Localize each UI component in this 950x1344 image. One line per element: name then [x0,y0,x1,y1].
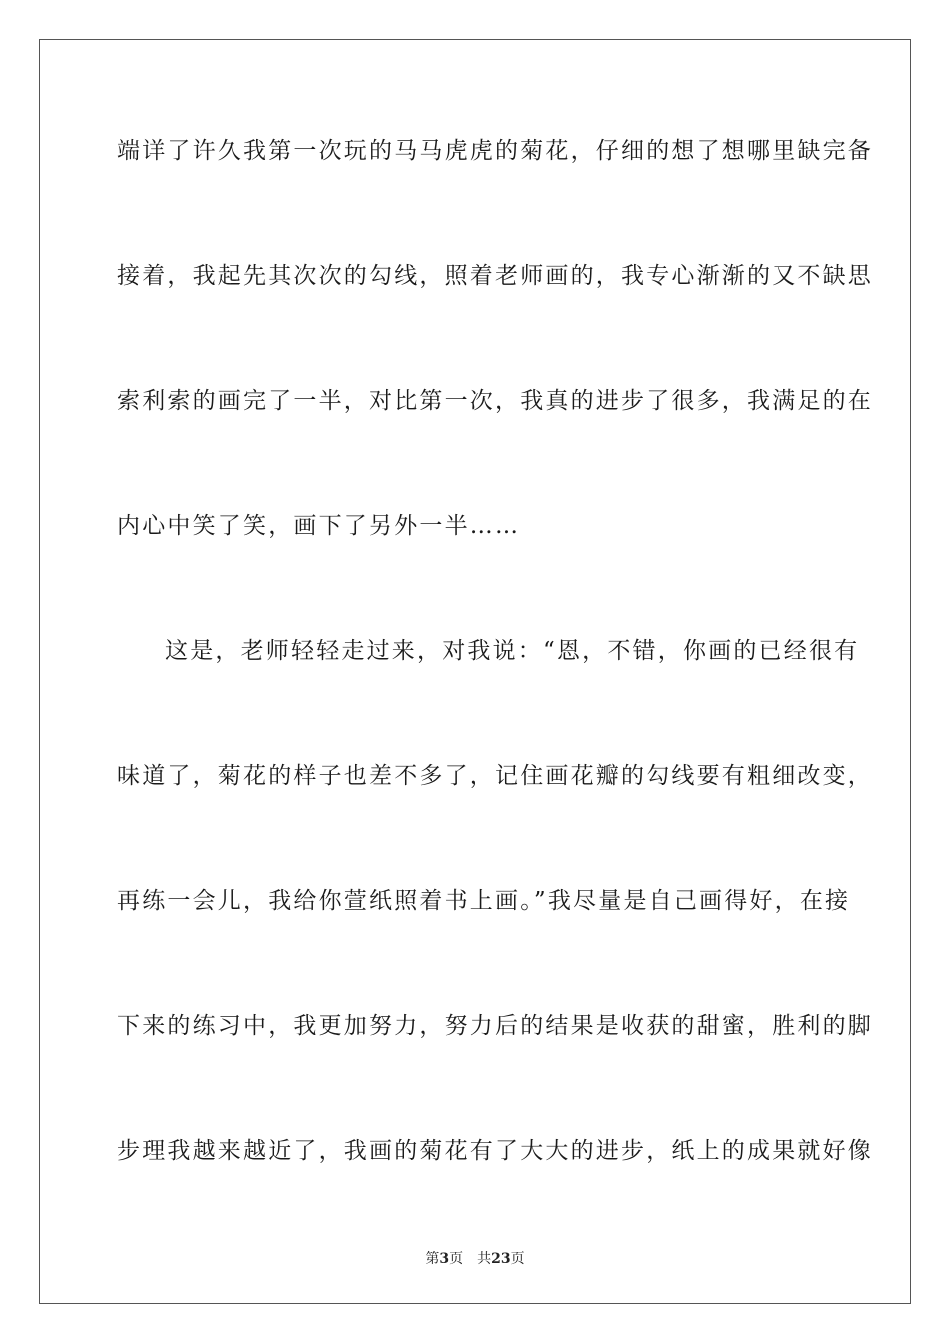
total-prefix: 共 [477,1251,492,1267]
total-suffix: 页 [510,1251,525,1267]
text-line-2: 接着，我起先其次次的勾线，照着老师画的，我专心渐渐的又不缺思 [117,263,873,289]
text-line-4: 内心中笑了笑，画下了另外一半…… [117,513,521,539]
page-footer [0,1248,950,1268]
total-pages: 23 [491,1251,511,1267]
text-line-5: 这是，老师轻轻走过来，对我说：“恩，不错，你画的已经很有 [165,638,860,664]
page-prefix: 第 [425,1251,440,1267]
text-line-8: 下来的练习中，我更加努力，努力后的结果是收获的甜蜜，胜利的脚 [117,1013,873,1039]
page-number: 3 [439,1251,450,1267]
document-body [117,125,873,1250]
text-line-6: 味道了，菊花的样子也差不多了，记住画花瓣的勾线要有粗细改变， [117,763,873,789]
text-line-7: 再练一会儿，我给你萱纸照着书上画。”我尽量是自己画得好，在接 [117,888,851,914]
text-line-3: 索利索的画完了一半，对比第一次，我真的进步了很多，我满足的在 [117,388,873,414]
text-line-9: 步理我越来越近了，我画的菊花有了大大的进步，纸上的成果就好像 [117,1138,873,1164]
text-line-1: 端详了许久我第一次玩的马马虎虎的菊花，仔细的想了想哪里缺完备 [117,138,873,164]
page-suffix: 页 [449,1251,464,1267]
